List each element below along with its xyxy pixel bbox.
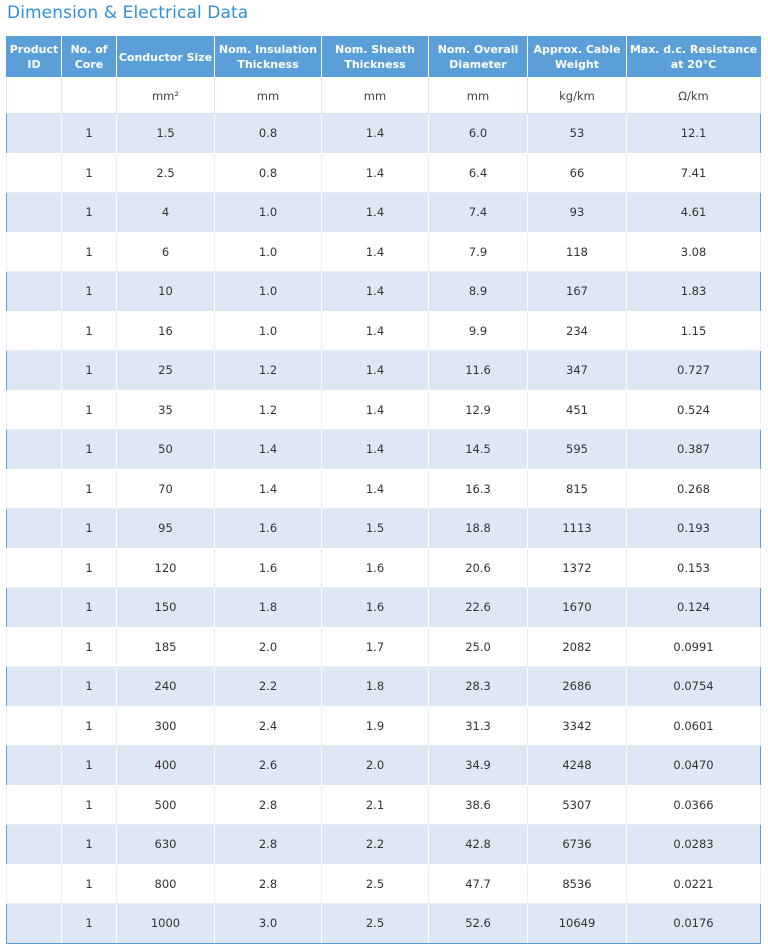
cell-product-id (7, 864, 62, 904)
cell-insulation-thickness: 1.0 (215, 311, 322, 351)
cell-insulation-thickness: 2.8 (215, 785, 322, 825)
cell-cable-weight: 6736 (528, 825, 627, 865)
cell-sheath-thickness: 1.7 (322, 627, 429, 667)
cell-product-id (7, 193, 62, 233)
page-title: Dimension & Electrical Data (7, 3, 249, 23)
cell-overall-diameter: 22.6 (429, 588, 528, 628)
cell-conductor-size: 120 (117, 548, 215, 588)
cell-conductor-size: 800 (117, 864, 215, 904)
table-row (7, 311, 761, 351)
cell-insulation-thickness: 2.0 (215, 627, 322, 667)
cell-product-id (7, 311, 62, 351)
cell-no-of-core: 1 (62, 864, 117, 904)
unit-cell (7, 78, 62, 114)
cell-overall-diameter: 18.8 (429, 509, 528, 549)
cell-no-of-core: 1 (62, 627, 117, 667)
cell-sheath-thickness: 1.4 (322, 351, 429, 391)
cell-no-of-core: 1 (62, 430, 117, 470)
cell-product-id (7, 785, 62, 825)
cell-conductor-size: 50 (117, 430, 215, 470)
cell-cable-weight: 66 (528, 153, 627, 193)
unit-cell: mm² (117, 78, 215, 114)
header-row (7, 37, 761, 78)
cell-cable-weight: 1113 (528, 509, 627, 549)
cell-sheath-thickness: 2.1 (322, 785, 429, 825)
cell-sheath-thickness: 1.4 (322, 272, 429, 312)
cell-no-of-core: 1 (62, 706, 117, 746)
table-row (7, 469, 761, 509)
cell-overall-diameter: 6.0 (429, 114, 528, 154)
cell-no-of-core: 1 (62, 904, 117, 944)
table-row (7, 627, 761, 667)
cell-no-of-core: 1 (62, 311, 117, 351)
cell-dc-resistance: 0.124 (627, 588, 761, 628)
cell-product-id (7, 232, 62, 272)
cell-no-of-core: 1 (62, 667, 117, 707)
cell-insulation-thickness: 0.8 (215, 153, 322, 193)
cell-dc-resistance: 0.0176 (627, 904, 761, 944)
cell-no-of-core: 1 (62, 469, 117, 509)
cell-dc-resistance: 0.193 (627, 509, 761, 549)
dimension-electrical-table (6, 36, 761, 944)
cell-sheath-thickness: 1.8 (322, 667, 429, 707)
cell-product-id (7, 351, 62, 391)
cell-sheath-thickness: 1.6 (322, 548, 429, 588)
cell-insulation-thickness: 2.2 (215, 667, 322, 707)
cell-overall-diameter: 25.0 (429, 627, 528, 667)
table-row (7, 785, 761, 825)
cell-product-id (7, 627, 62, 667)
cell-dc-resistance: 1.83 (627, 272, 761, 312)
unit-cell (62, 78, 117, 114)
cell-insulation-thickness: 0.8 (215, 114, 322, 154)
cell-conductor-size: 300 (117, 706, 215, 746)
cell-no-of-core: 1 (62, 785, 117, 825)
cell-conductor-size: 25 (117, 351, 215, 391)
cell-overall-diameter: 9.9 (429, 311, 528, 351)
cell-overall-diameter: 28.3 (429, 667, 528, 707)
cell-product-id (7, 548, 62, 588)
cell-sheath-thickness: 1.4 (322, 232, 429, 272)
cell-conductor-size: 16 (117, 311, 215, 351)
table-row (7, 825, 761, 865)
header-sheath-thickness: Nom. Sheath Thickness (322, 37, 429, 78)
cell-conductor-size: 10 (117, 272, 215, 312)
cell-overall-diameter: 7.9 (429, 232, 528, 272)
table-row (7, 509, 761, 549)
unit-cell: mm (429, 78, 528, 114)
cell-insulation-thickness: 1.0 (215, 232, 322, 272)
cell-cable-weight: 4248 (528, 746, 627, 786)
cell-overall-diameter: 8.9 (429, 272, 528, 312)
cell-product-id (7, 706, 62, 746)
cell-sheath-thickness: 1.4 (322, 311, 429, 351)
cell-product-id (7, 390, 62, 430)
cell-dc-resistance: 0.0221 (627, 864, 761, 904)
cell-dc-resistance: 0.153 (627, 548, 761, 588)
cell-dc-resistance: 4.61 (627, 193, 761, 233)
cell-dc-resistance: 0.268 (627, 469, 761, 509)
cell-insulation-thickness: 3.0 (215, 904, 322, 944)
cell-no-of-core: 1 (62, 509, 117, 549)
cell-no-of-core: 1 (62, 232, 117, 272)
cell-sheath-thickness: 1.4 (322, 193, 429, 233)
cell-conductor-size: 400 (117, 746, 215, 786)
cell-cable-weight: 167 (528, 272, 627, 312)
cell-product-id (7, 667, 62, 707)
cell-no-of-core: 1 (62, 153, 117, 193)
table-row (7, 272, 761, 312)
cell-product-id (7, 509, 62, 549)
cell-insulation-thickness: 2.8 (215, 825, 322, 865)
table-row (7, 193, 761, 233)
cell-no-of-core: 1 (62, 825, 117, 865)
header-conductor-size: Conductor Size (117, 37, 215, 78)
cell-product-id (7, 588, 62, 628)
header-overall-diameter: Nom. Overall Diameter (429, 37, 528, 78)
cell-cable-weight: 10649 (528, 904, 627, 944)
cell-sheath-thickness: 1.6 (322, 588, 429, 628)
cell-insulation-thickness: 1.8 (215, 588, 322, 628)
cell-dc-resistance: 0.0754 (627, 667, 761, 707)
cell-insulation-thickness: 1.0 (215, 193, 322, 233)
cell-cable-weight: 8536 (528, 864, 627, 904)
cell-overall-diameter: 52.6 (429, 904, 528, 944)
cell-conductor-size: 70 (117, 469, 215, 509)
cell-overall-diameter: 34.9 (429, 746, 528, 786)
cell-sheath-thickness: 2.5 (322, 864, 429, 904)
table-row (7, 153, 761, 193)
header-insulation-thickness: Nom. Insulation Thickness (215, 37, 322, 78)
cell-no-of-core: 1 (62, 272, 117, 312)
table-row (7, 864, 761, 904)
cell-insulation-thickness: 2.8 (215, 864, 322, 904)
cell-cable-weight: 118 (528, 232, 627, 272)
cell-sheath-thickness: 1.4 (322, 469, 429, 509)
cell-no-of-core: 1 (62, 114, 117, 154)
cell-product-id (7, 825, 62, 865)
unit-cell: Ω/km (627, 78, 761, 114)
table-row (7, 667, 761, 707)
table-row (7, 390, 761, 430)
cell-sheath-thickness: 1.9 (322, 706, 429, 746)
cell-conductor-size: 1.5 (117, 114, 215, 154)
cell-conductor-size: 35 (117, 390, 215, 430)
cell-no-of-core: 1 (62, 588, 117, 628)
cell-product-id (7, 904, 62, 944)
table-row (7, 351, 761, 391)
unit-cell: mm (322, 78, 429, 114)
cell-cable-weight: 347 (528, 351, 627, 391)
cell-cable-weight: 815 (528, 469, 627, 509)
table-row (7, 746, 761, 786)
cell-overall-diameter: 12.9 (429, 390, 528, 430)
cell-conductor-size: 240 (117, 667, 215, 707)
table-row (7, 114, 761, 154)
cell-insulation-thickness: 2.6 (215, 746, 322, 786)
cell-conductor-size: 185 (117, 627, 215, 667)
cell-conductor-size: 6 (117, 232, 215, 272)
cell-overall-diameter: 7.4 (429, 193, 528, 233)
cell-cable-weight: 595 (528, 430, 627, 470)
cell-overall-diameter: 31.3 (429, 706, 528, 746)
cell-insulation-thickness: 1.2 (215, 390, 322, 430)
cell-dc-resistance: 0.387 (627, 430, 761, 470)
cell-insulation-thickness: 1.4 (215, 430, 322, 470)
cell-no-of-core: 1 (62, 390, 117, 430)
header-product-id: Product ID (7, 37, 62, 78)
cell-overall-diameter: 20.6 (429, 548, 528, 588)
cell-conductor-size: 150 (117, 588, 215, 628)
cell-cable-weight: 451 (528, 390, 627, 430)
cell-conductor-size: 500 (117, 785, 215, 825)
cell-dc-resistance: 0.524 (627, 390, 761, 430)
units-row (7, 78, 761, 114)
header-no-of-core: No. of Core (62, 37, 117, 78)
cell-no-of-core: 1 (62, 351, 117, 391)
cell-conductor-size: 95 (117, 509, 215, 549)
cell-cable-weight: 234 (528, 311, 627, 351)
cell-cable-weight: 5307 (528, 785, 627, 825)
cell-dc-resistance: 0.0366 (627, 785, 761, 825)
cell-cable-weight: 1372 (528, 548, 627, 588)
cell-no-of-core: 1 (62, 548, 117, 588)
cell-overall-diameter: 11.6 (429, 351, 528, 391)
cell-insulation-thickness: 1.6 (215, 509, 322, 549)
cell-sheath-thickness: 1.4 (322, 153, 429, 193)
unit-cell: kg/km (528, 78, 627, 114)
cell-no-of-core: 1 (62, 193, 117, 233)
cell-cable-weight: 93 (528, 193, 627, 233)
cell-overall-diameter: 6.4 (429, 153, 528, 193)
cell-sheath-thickness: 2.5 (322, 904, 429, 944)
header-dc-resistance: Max. d.c. Resistance at 20°C (627, 37, 761, 78)
cell-dc-resistance: 1.15 (627, 311, 761, 351)
unit-cell: mm (215, 78, 322, 114)
cell-conductor-size: 630 (117, 825, 215, 865)
cell-overall-diameter: 47.7 (429, 864, 528, 904)
cell-dc-resistance: 0.727 (627, 351, 761, 391)
table-row (7, 548, 761, 588)
cell-insulation-thickness: 1.2 (215, 351, 322, 391)
cell-conductor-size: 2.5 (117, 153, 215, 193)
cell-sheath-thickness: 1.4 (322, 390, 429, 430)
cell-dc-resistance: 12.1 (627, 114, 761, 154)
cell-product-id (7, 153, 62, 193)
cell-product-id (7, 469, 62, 509)
cell-insulation-thickness: 1.0 (215, 272, 322, 312)
cell-product-id (7, 746, 62, 786)
cell-sheath-thickness: 1.4 (322, 430, 429, 470)
cell-cable-weight: 3342 (528, 706, 627, 746)
cell-conductor-size: 1000 (117, 904, 215, 944)
table-row (7, 706, 761, 746)
table-row (7, 232, 761, 272)
cell-dc-resistance: 0.0283 (627, 825, 761, 865)
cell-dc-resistance: 0.0991 (627, 627, 761, 667)
cell-dc-resistance: 3.08 (627, 232, 761, 272)
cell-sheath-thickness: 1.5 (322, 509, 429, 549)
cell-product-id (7, 114, 62, 154)
cell-cable-weight: 2082 (528, 627, 627, 667)
cell-sheath-thickness: 1.4 (322, 114, 429, 154)
cell-overall-diameter: 14.5 (429, 430, 528, 470)
cell-no-of-core: 1 (62, 746, 117, 786)
header-cable-weight: Approx. Cable Weight (528, 37, 627, 78)
cell-dc-resistance: 0.0601 (627, 706, 761, 746)
cell-overall-diameter: 16.3 (429, 469, 528, 509)
table-row (7, 904, 761, 944)
cell-insulation-thickness: 2.4 (215, 706, 322, 746)
cell-cable-weight: 53 (528, 114, 627, 154)
cell-conductor-size: 4 (117, 193, 215, 233)
cell-cable-weight: 1670 (528, 588, 627, 628)
table-row (7, 430, 761, 470)
cell-sheath-thickness: 2.0 (322, 746, 429, 786)
cell-insulation-thickness: 1.4 (215, 469, 322, 509)
cell-dc-resistance: 0.0470 (627, 746, 761, 786)
cell-cable-weight: 2686 (528, 667, 627, 707)
cell-product-id (7, 430, 62, 470)
cell-sheath-thickness: 2.2 (322, 825, 429, 865)
cell-insulation-thickness: 1.6 (215, 548, 322, 588)
cell-overall-diameter: 42.8 (429, 825, 528, 865)
table-row (7, 588, 761, 628)
cell-product-id (7, 272, 62, 312)
cell-dc-resistance: 7.41 (627, 153, 761, 193)
cell-overall-diameter: 38.6 (429, 785, 528, 825)
